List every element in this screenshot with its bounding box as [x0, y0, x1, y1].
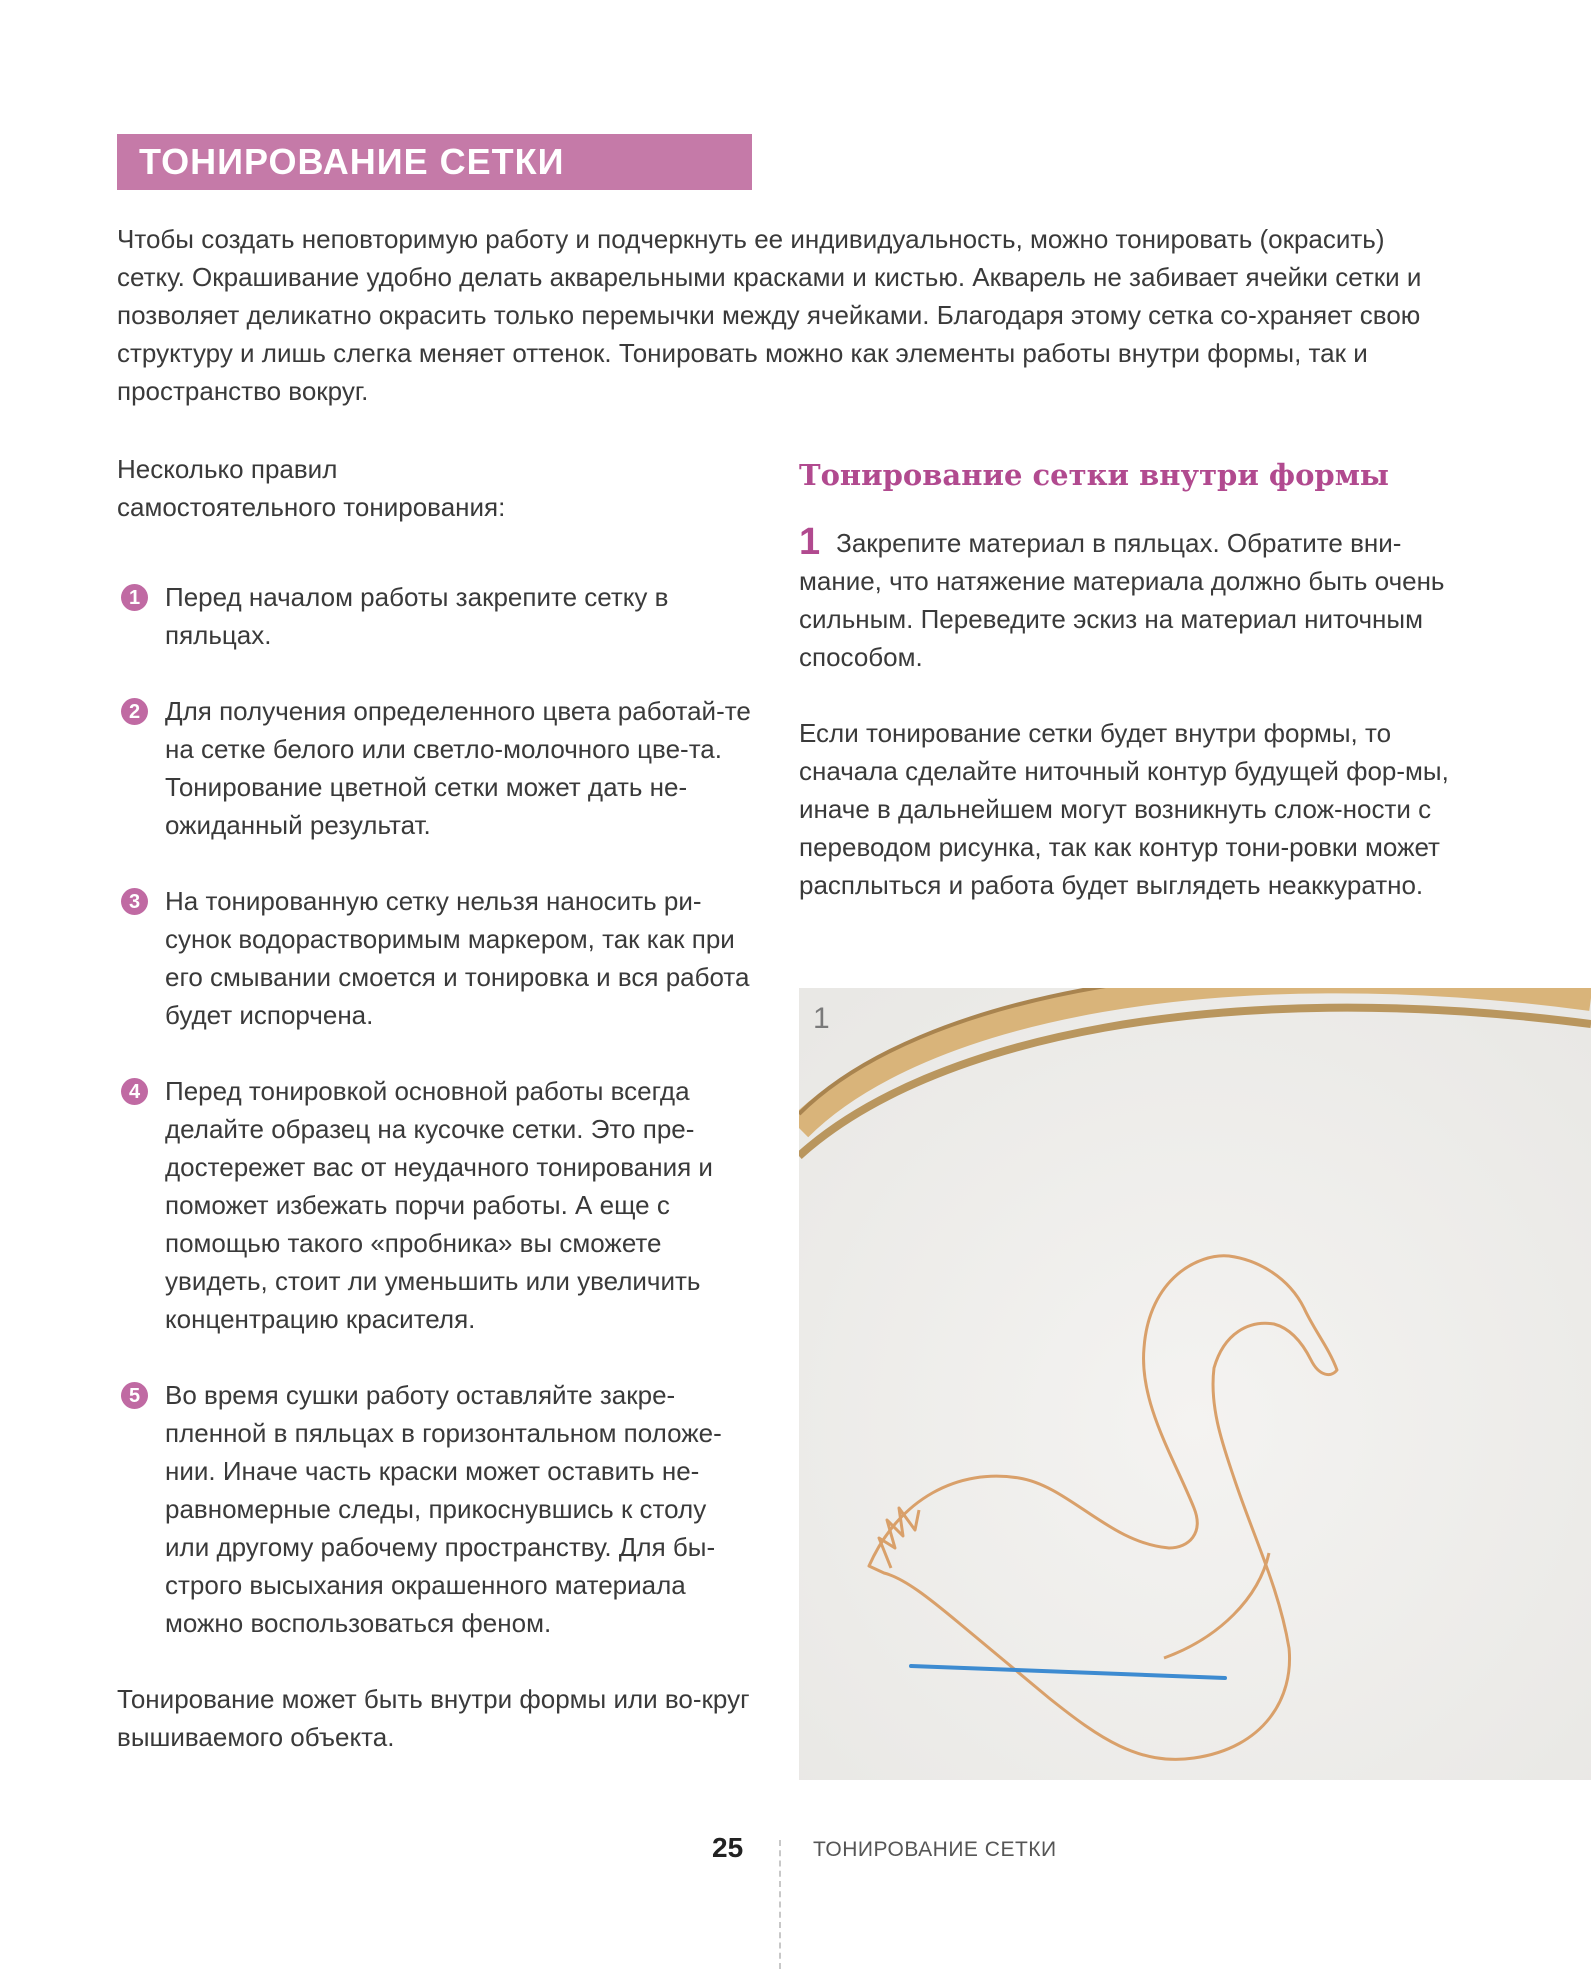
- rule-item: [117, 1072, 752, 1338]
- rule-text: Для получения определенного цвета работай-те на сетке белого или светло-молочного цве-та. Тонирование цветной сетки может дать не-ожиданный результат.: [165, 696, 751, 840]
- intro-paragraph: Чтобы создать неповторимую работу и подчеркнуть ее индивидуальность, можно тонировать (окрасить) сетку. Окрашивание удобно делать акварельными красками и кистью. Акварель не забивает ячейки сетки и позволяет деликатно окрасить только перемычки между ячейками. Благодаря этому сетка со-храняет свою структуру и лишь слегка меняет оттенок. Тонировать можно как элементы работы внутри формы, так и пространство вокруг.: [117, 224, 1422, 406]
- step-text: Закрепите материал в пяльцах. Обратите вни-мание, что натяжение материала должно быть очень сильным. Переведите эскиз на материал ниточным способом.: [799, 528, 1445, 672]
- instructions-column: [799, 455, 1449, 904]
- running-title: ТОНИРОВАНИЕ СЕТКИ: [813, 1838, 1057, 1861]
- rule-item: [117, 882, 752, 1034]
- section-title-banner: [117, 134, 752, 190]
- photo-step-label: 1: [813, 1002, 830, 1035]
- swan-illustration: [799, 988, 1591, 1780]
- rule-item: [117, 692, 752, 844]
- hoop-swan-photo: [799, 988, 1591, 1780]
- rules-lead: Несколько правил самостоятельного тонирования:: [117, 454, 506, 522]
- rule-text: Перед началом работы закрепите сетку в пяльцах.: [165, 582, 669, 650]
- rule-number-badge: 5: [121, 1382, 148, 1409]
- rule-text: Перед тонировкой основной работы всегда делайте образец на кусочке сетки. Это пре-достережет вас от неудачного тонирования и поможет избежать порчи работы. А еще с помощью такого «пробника» вы сможете увидеть, стоит ли уменьшить или увеличить концентрацию красителя.: [165, 1076, 713, 1334]
- rule-number-badge: 3: [121, 888, 148, 915]
- closing-paragraph: Тонирование может быть внутри формы или во-круг вышиваемого объекта.: [117, 1684, 750, 1752]
- page-number: 25: [712, 1832, 744, 1863]
- rule-number-badge: 2: [121, 698, 148, 725]
- rule-text: Во время сушки работу оставляйте закре-пленной в пяльцах в горизонтальном положе-нии. Иначе часть краски может оставить не-равномерные следы, прикоснувшись к столу или другому рабочему пространству. Для бы-строго высыхания окрашенного материала можно воспользоваться феном.: [165, 1380, 722, 1638]
- rule-item: [117, 1376, 752, 1642]
- rule-number-badge: 4: [121, 1078, 148, 1105]
- tinting-paragraph: Если тонирование сетки будет внутри формы, то сначала сделайте ниточный контур будущей фор-мы, иначе в дальнейшем могут возникнуть слож-ности с переводом рисунка, так как контур тони-ровки может расплыться и работа будет выглядеть неаккуратно.: [799, 718, 1449, 900]
- rules-column: [117, 450, 752, 1756]
- rule-number-badge: 1: [121, 584, 148, 611]
- subheading: Тонирование сетки внутри формы: [799, 458, 1389, 492]
- step-paragraph: [799, 523, 1449, 676]
- rule-item: [117, 578, 752, 654]
- section-title: ТОНИРОВАНИЕ СЕТКИ: [139, 141, 565, 182]
- footer-divider: [779, 1840, 781, 1969]
- rule-text: На тонированную сетку нельзя наносить ри-сунок водорастворимым маркером, так как при его смывании смоется и тонировка и вся работа будет испорчена.: [165, 886, 750, 1030]
- step-number: 1: [799, 521, 821, 563]
